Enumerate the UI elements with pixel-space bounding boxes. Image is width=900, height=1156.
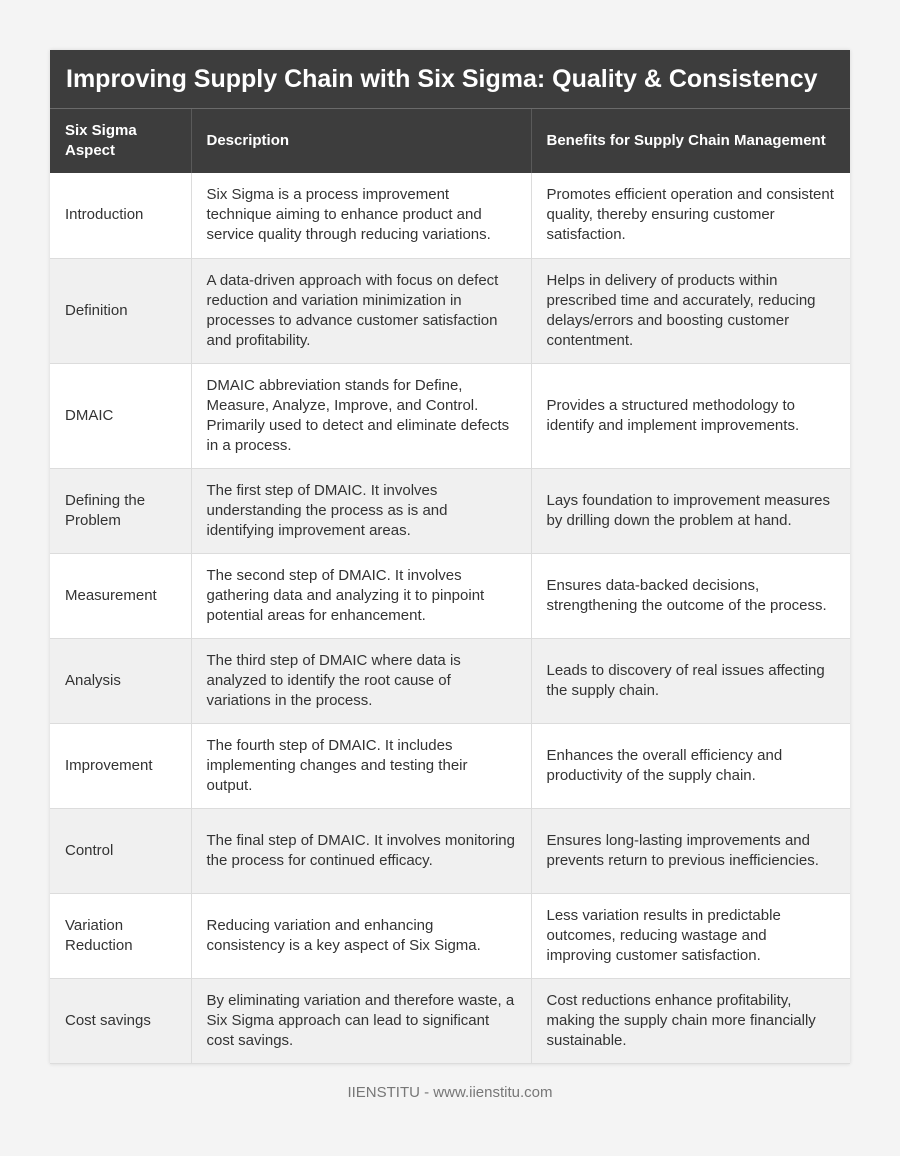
description-cell: Reducing variation and enhancing consistency is a key aspect of Six Sigma.: [191, 893, 531, 978]
table-row: [50, 978, 850, 1063]
description-cell: The first step of DMAIC. It involves understanding the process as is and identifying improvement areas.: [191, 468, 531, 553]
benefit-cell: Ensures data-backed decisions, strengthening the outcome of the process.: [531, 553, 850, 638]
column-header-description: Description: [191, 109, 531, 173]
table-row: [50, 723, 850, 808]
table-row: [50, 363, 850, 468]
aspect-cell: Defining the Problem: [50, 468, 191, 553]
benefit-cell: Ensures long-lasting improvements and prevents return to previous inefficiencies.: [531, 808, 850, 893]
six-sigma-table: [50, 109, 850, 1064]
footer-credit: IIENSTITU - www.iienstitu.com: [347, 1084, 553, 1101]
table-card: [50, 50, 850, 1064]
aspect-cell: Definition: [50, 258, 191, 363]
description-cell: The second step of DMAIC. It involves gathering data and analyzing it to pinpoint potential areas for enhancement.: [191, 553, 531, 638]
benefit-cell: Promotes efficient operation and consistent quality, thereby ensuring customer satisfaction.: [531, 173, 850, 258]
benefit-cell: Lays foundation to improvement measures by drilling down the problem at hand.: [531, 468, 850, 553]
table-title: Improving Supply Chain with Six Sigma: Quality & Consistency: [50, 50, 850, 108]
table-row: [50, 553, 850, 638]
table-row: [50, 893, 850, 978]
aspect-cell: Control: [50, 808, 191, 893]
column-header-benefits: Benefits for Supply Chain Management: [531, 109, 850, 173]
benefit-cell: Cost reductions enhance profitability, making the supply chain more financially sustainable.: [531, 978, 850, 1063]
column-header-aspect: Six Sigma Aspect: [50, 109, 191, 173]
description-cell: DMAIC abbreviation stands for Define, Measure, Analyze, Improve, and Control. Primarily used to detect and eliminate defects in a process.: [191, 363, 531, 468]
table-row: [50, 808, 850, 893]
description-cell: Six Sigma is a process improvement technique aiming to enhance product and service quality through reducing variations.: [191, 173, 531, 258]
table-row: [50, 468, 850, 553]
description-cell: The third step of DMAIC where data is analyzed to identify the root cause of variations in the process.: [191, 638, 531, 723]
aspect-cell: Measurement: [50, 553, 191, 638]
description-cell: By eliminating variation and therefore waste, a Six Sigma approach can lead to significant cost savings.: [191, 978, 531, 1063]
benefit-cell: Less variation results in predictable outcomes, reducing wastage and improving customer satisfaction.: [531, 893, 850, 978]
header-row: [50, 109, 850, 173]
table-row: [50, 258, 850, 363]
aspect-cell: DMAIC: [50, 363, 191, 468]
table-row: [50, 638, 850, 723]
benefit-cell: Helps in delivery of products within prescribed time and accurately, reducing delays/errors and boosting customer contentment.: [531, 258, 850, 363]
benefit-cell: Provides a structured methodology to identify and implement improvements.: [531, 363, 850, 468]
table-row: [50, 173, 850, 258]
aspect-cell: Introduction: [50, 173, 191, 258]
description-cell: The fourth step of DMAIC. It includes implementing changes and testing their output.: [191, 723, 531, 808]
description-cell: The final step of DMAIC. It involves monitoring the process for continued efficacy.: [191, 808, 531, 893]
description-cell: A data-driven approach with focus on defect reduction and variation minimization in processes to advance customer satisfaction and profitability.: [191, 258, 531, 363]
aspect-cell: Analysis: [50, 638, 191, 723]
aspect-cell: Variation Reduction: [50, 893, 191, 978]
benefit-cell: Enhances the overall efficiency and productivity of the supply chain.: [531, 723, 850, 808]
aspect-cell: Improvement: [50, 723, 191, 808]
benefit-cell: Leads to discovery of real issues affecting the supply chain.: [531, 638, 850, 723]
aspect-cell: Cost savings: [50, 978, 191, 1063]
